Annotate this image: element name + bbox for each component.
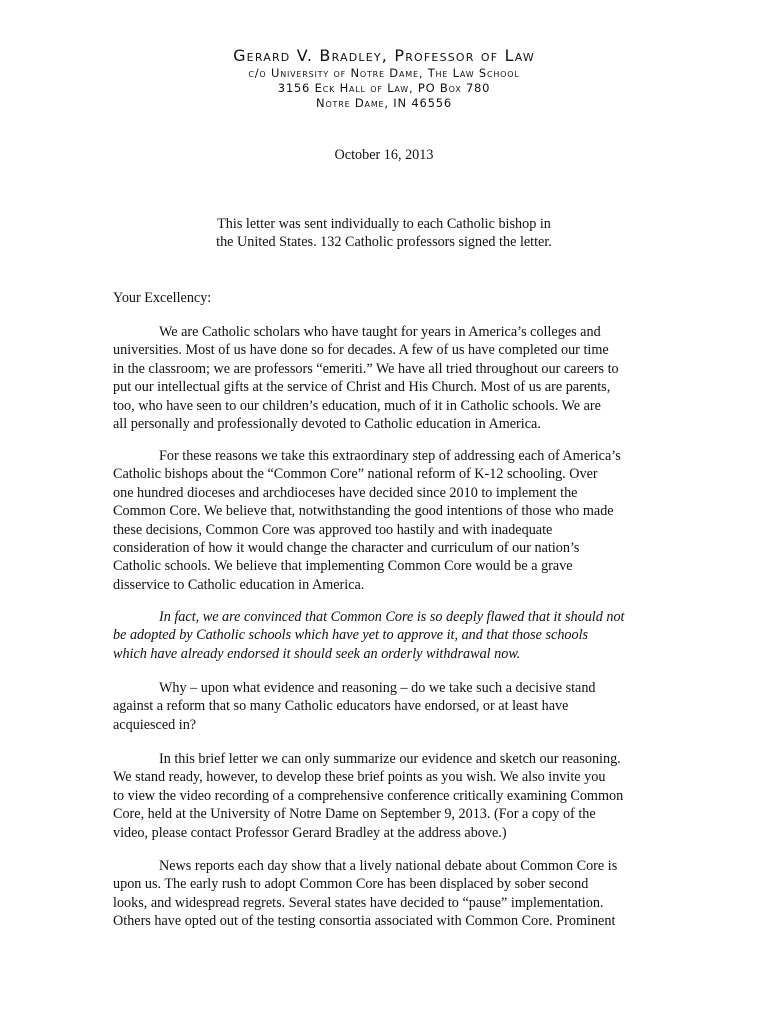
body-paragraph <box>113 857 661 931</box>
notice-line: the United States. 132 Catholic professors signed the letter. <box>216 234 552 251</box>
paragraph-line: which have already endorsed it should seek an orderly withdrawal now. <box>113 645 521 662</box>
paragraph-line: For these reasons we take this extraordinary step of addressing each of America’s <box>159 448 621 464</box>
letterhead <box>0 45 768 111</box>
paragraph-line: video, please contact Professor Gerard Bradley at the address above.) <box>113 824 507 841</box>
paragraph-line: disservice to Catholic education in America. <box>113 576 365 593</box>
paragraph-line: in the classroom; we are professors “emeriti.” We have all tried throughout our careers to <box>113 360 619 377</box>
letterhead-address-line: Notre Dame, IN 46556 <box>316 96 452 110</box>
distribution-notice <box>0 215 768 252</box>
paragraph-line: consideration of how it would change the character and curriculum of our nation’s <box>113 540 580 557</box>
body-paragraph <box>113 323 661 433</box>
letter-date: October 16, 2013 <box>334 147 434 163</box>
paragraph-line: these decisions, Common Core was approved too hastily and with inadequate <box>113 521 553 538</box>
paragraph-line: be adopted by Catholic schools which have yet to approve it, and that those schools <box>113 627 589 644</box>
paragraph-line: looks, and widespread regrets. Several states have decided to “pause” implementation. <box>113 894 604 911</box>
paragraph-line: all personally and professionally devoted to Catholic education in America. <box>113 416 541 433</box>
letterhead-address-line: 3156 Eck Hall of Law, PO Box 780 <box>277 81 491 95</box>
letterhead-address-line: c/o University of Notre Dame, The Law School <box>248 66 520 80</box>
paragraph-line: We are Catholic scholars who have taught for years in America’s colleges and <box>159 324 601 340</box>
paragraph-line: Why – upon what evidence and reasoning – do we take such a decisive stand <box>159 680 596 696</box>
paragraph-line: Others have opted out of the testing consortia associated with Common Core. Prominent <box>113 913 616 930</box>
paragraph-line: News reports each day show that a lively national debate about Common Core is <box>159 858 618 874</box>
paragraph-line: too, who have seen to our children’s education, much of it in Catholic schools. We are <box>113 397 601 414</box>
paragraph-line: to view the video recording of a comprehensive conference critically examining Common <box>113 787 624 804</box>
salutation: Your Excellency: <box>113 290 212 306</box>
body-paragraph <box>113 750 661 842</box>
body-paragraph <box>113 447 661 594</box>
emphasis-paragraph <box>113 608 661 663</box>
letterhead-name: Gerard V. Bradley, Professor of Law <box>233 46 535 65</box>
paragraph-line: Common Core. We believe that, notwithstanding the good intentions of those who made <box>113 503 614 520</box>
paragraph-line: In this brief letter we can only summarize our evidence and sketch our reasoning. <box>159 751 621 767</box>
paragraph-line: put our intellectual gifts at the service of Christ and His Church. Most of us are parents, <box>113 379 611 396</box>
notice-line: This letter was sent individually to each Catholic bishop in <box>217 216 551 232</box>
paragraph-line: universities. Most of us have done so for decades. A few of us have completed our time <box>113 342 609 359</box>
body-paragraph <box>113 679 661 734</box>
paragraph-line: We stand ready, however, to develop these brief points as you wish. We also invite you <box>113 769 606 786</box>
paragraph-line: Catholic bishops about the “Common Core” national reform of K-12 schooling. Over <box>113 466 598 483</box>
paragraph-line: Catholic schools. We believe that implementing Common Core would be a grave <box>113 558 573 575</box>
paragraph-line: Core, held at the University of Notre Dame on September 9, 2013. (For a copy of the <box>113 806 596 823</box>
paragraph-line: upon us. The early rush to adopt Common Core has been displaced by sober second <box>113 876 589 893</box>
paragraph-line: one hundred dioceses and archdioceses have decided since 2010 to implement the <box>113 484 578 501</box>
paragraph-line: acquiesced in? <box>113 716 197 733</box>
paragraph-line: In fact, we are convinced that Common Core is so deeply flawed that it should not <box>159 609 625 625</box>
paragraph-line: against a reform that so many Catholic educators have endorsed, or at least have <box>113 698 569 715</box>
